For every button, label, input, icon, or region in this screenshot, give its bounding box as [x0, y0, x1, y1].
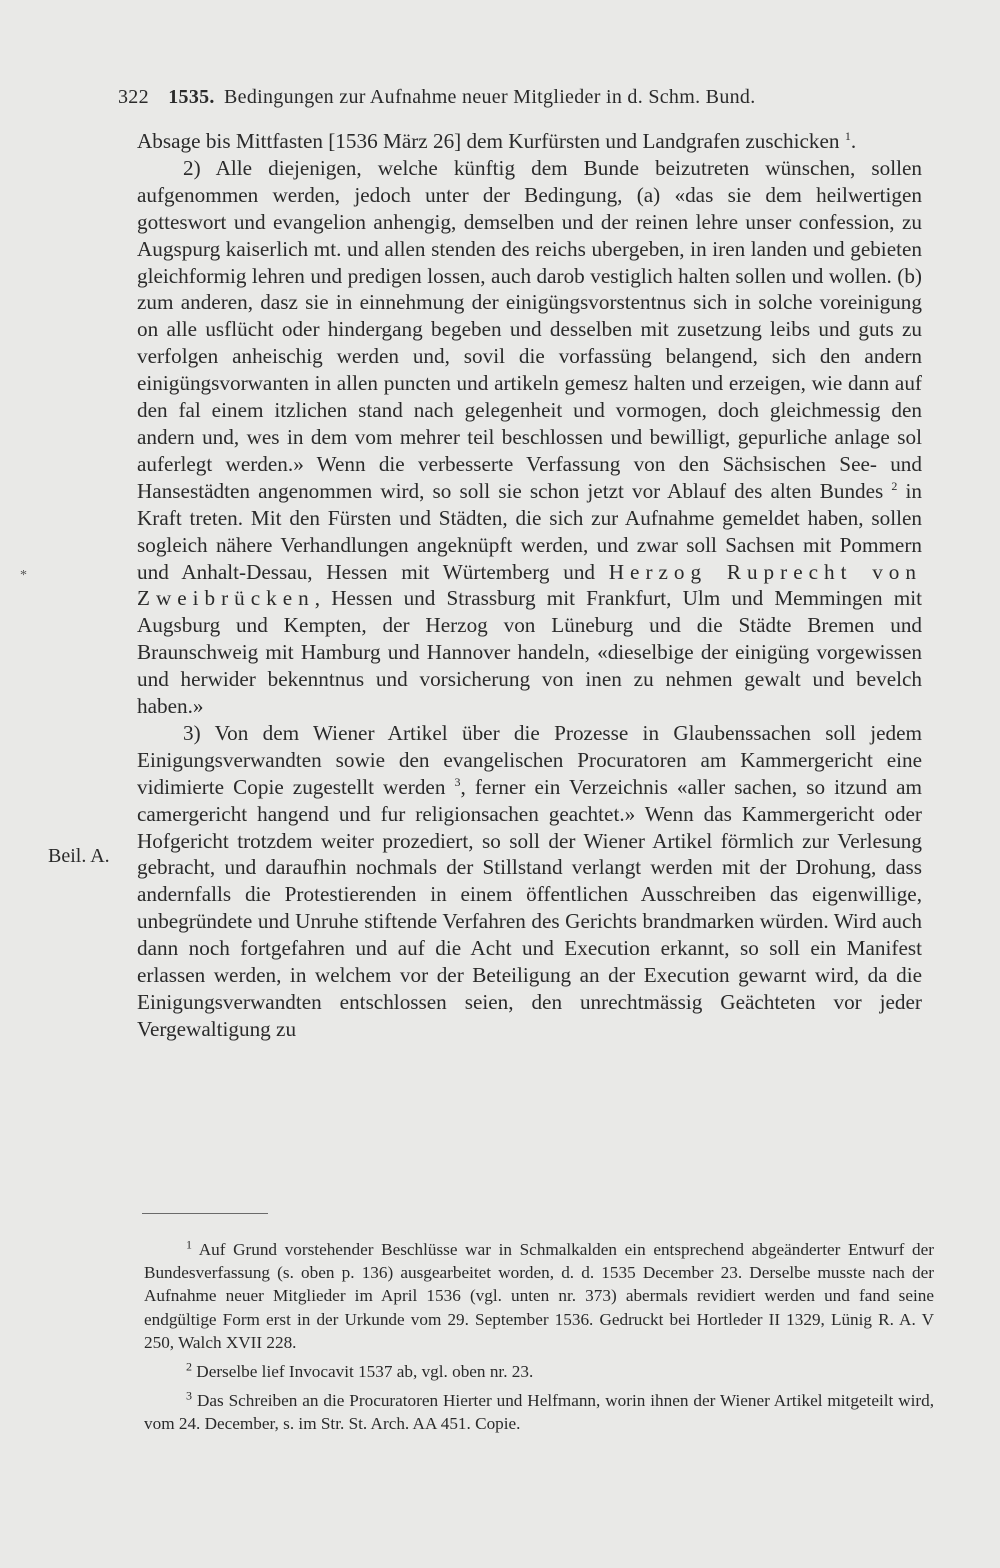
paragraph-1-text: Absage bis Mittfasten [1536 März 26] dem Kurfürsten und Landgrafen zuschicken — [137, 129, 840, 153]
footnote-2 — [144, 1360, 934, 1383]
footnote-divider — [142, 1213, 268, 1214]
paragraph-3 — [137, 720, 922, 1043]
footnote-1-text: Auf Grund vorstehender Beschlüsse war in Schmalkalden ein entsprechend abgeänderter Entwurf der Bundesverfassung (s. oben p. 136) ausgearbeitet worden, d. d. 1535 December 23. Derselbe musste nach der Aufnahme neuer Mitglieder im April 1536 (vgl. unten nr. 373) abermals revidiert werden und fand seine endgültige Form erst in der Urkunde vom 29. September 1536. Gedruckt bei Hortleder II 1329, Lünig R. A. V 250, Walch XVII 228. — [144, 1240, 934, 1352]
paragraph-2 — [137, 155, 922, 720]
margin-note: Beil. A. — [48, 845, 110, 867]
paragraph-2-text-c: , Hessen und Strassburg mit Frankfurt, Ulm und Memmingen mit Augsburg und Kempten, der Herzog von Lüneburg und die Städte Bremen und Braunschweig mit Hamburg und Hannover handeln, «dieselbige der einigüng vorgewissen und herwider bekenntnus und vorsicherung von inen zu nehmen gewalt und bevelch haben.» — [137, 586, 922, 719]
footnote-ref-1: 1 — [844, 128, 851, 143]
footnote-1 — [144, 1238, 934, 1354]
footnote-3 — [144, 1389, 934, 1435]
footnote-2-text: Derselbe lief Invocavit 1537 ab, vgl. oben nr. 23. — [196, 1362, 534, 1382]
footnote-ref-3: 3 — [454, 774, 461, 789]
running-header — [118, 86, 938, 109]
margin-mark: * — [20, 568, 27, 583]
paragraph-2-text-b: in Kraft treten. Mit den Fürsten und Städten, die sich zur Aufnahme gemeldet haben, sollen sogleich nähere Verhandlungen angeknüpft werden, und zwar soll Sachsen mit Pommern und Anhalt-Dessau, Hessen mit Würtemberg und — [137, 478, 923, 584]
paragraph-3-text-b: , ferner ein Verzeichnis «aller sachen, so itzund am camergericht hangend und fur religionsachen geachtet.» Wenn das Kammergericht oder Hofgericht trotzdem weiter prozediert, so soll der Wiener Artikel förmlich zur Verlesung gebracht, und daraufhin nochmals der Stillstand verlangt werden mit der Drohung, dass andernfalls die Protestierenden in einem öffentlichen Ausschreiben das eigenwillige, unbegründete und Unruhe stiftende Verfahren des Gerichts brandmarken würden. Wird auch dann noch fortgefahren und auf die Acht und Execution erkannt, so soll ein Manifest erlassen werden, in welchem vor der Beteiligung an der Execution gewarnt wird, da die Einigungsverwandten entschlossen seien, den unrechtmässig Geächteten vor jeder Vergewaltigung zu — [137, 774, 923, 1041]
main-text — [137, 128, 922, 1043]
paragraph-1-tail: . — [850, 129, 857, 153]
footnote-3-text: Das Schreiben an die Procuratoren Hierter und Helfmann, worin ihnen der Wiener Artikel mitgeteilt wird, vom 24. December, s. im Str. St. Arch. AA 451. Copie. — [144, 1391, 935, 1434]
footnote-mark-3: 3 — [186, 1388, 192, 1403]
footnote-ref-2: 2 — [891, 478, 898, 493]
paragraph-1 — [137, 128, 922, 155]
spaced-name: Herzog Ruprecht von Zweibrücken — [137, 559, 922, 611]
header-year: 1535. — [168, 86, 215, 108]
footnote-mark-2: 2 — [186, 1359, 192, 1374]
footnote-mark-1: 1 — [186, 1237, 192, 1252]
header-title: Bedingungen zur Aufnahme neuer Mitglieder in d. Schm. Bund. — [224, 86, 756, 108]
page-number: 322 — [118, 86, 149, 108]
footnotes — [144, 1238, 934, 1442]
paragraph-2-text: 2) Alle diejenigen, welche künftig dem Bunde beizutreten wünschen, sollen aufgenommen werden, jedoch unter der Bedingung, (a) «das sie dem heilwertigen gotteswort und evangelion anhengig, demselben und der reinen lehre unser confession, zu Augspurg kaiserlich mt. und allen stenden des reichs ubergeben, in iren landen und gebieten gleichformig lehren und predigen lossen, auch darob vestiglich halten sollen und wollen. (b) zum anderen, dasz sie in einnehmung der einigüngsvorstentnus sich in solche voreinigung on alle usflücht oder hindergang begeben und desselben mit zusetzung leibs und guts zu verfolgen anheischig werden und, sovil die vorfassüng belangend, sich den andern einigüngsvorwanten in allen puncten und artikeln gemesz halten und erzeigen, wie dann auf den fal einem itzlichen stand nach gelegenheit und vormogen, doch gleichmessig den andern und, wes in dem vom mehrer teil beschlossen und bewilligt, gepurliche anlage sol auferlegt werden.» Wenn die verbesserte Verfassung von den Sächsischen See- und Hansestädten angenommen wird, so soll sie schon jetzt vor Ablauf des alten Bundes — [137, 155, 922, 503]
paragraph-3-text: 3) Von dem Wiener Artikel über die Prozesse in Glaubenssachen soll jedem Einigungsverwandten sowie den evangelischen Procuratoren am Kammergericht eine vidimierte Copie zugestellt werden — [137, 720, 922, 799]
